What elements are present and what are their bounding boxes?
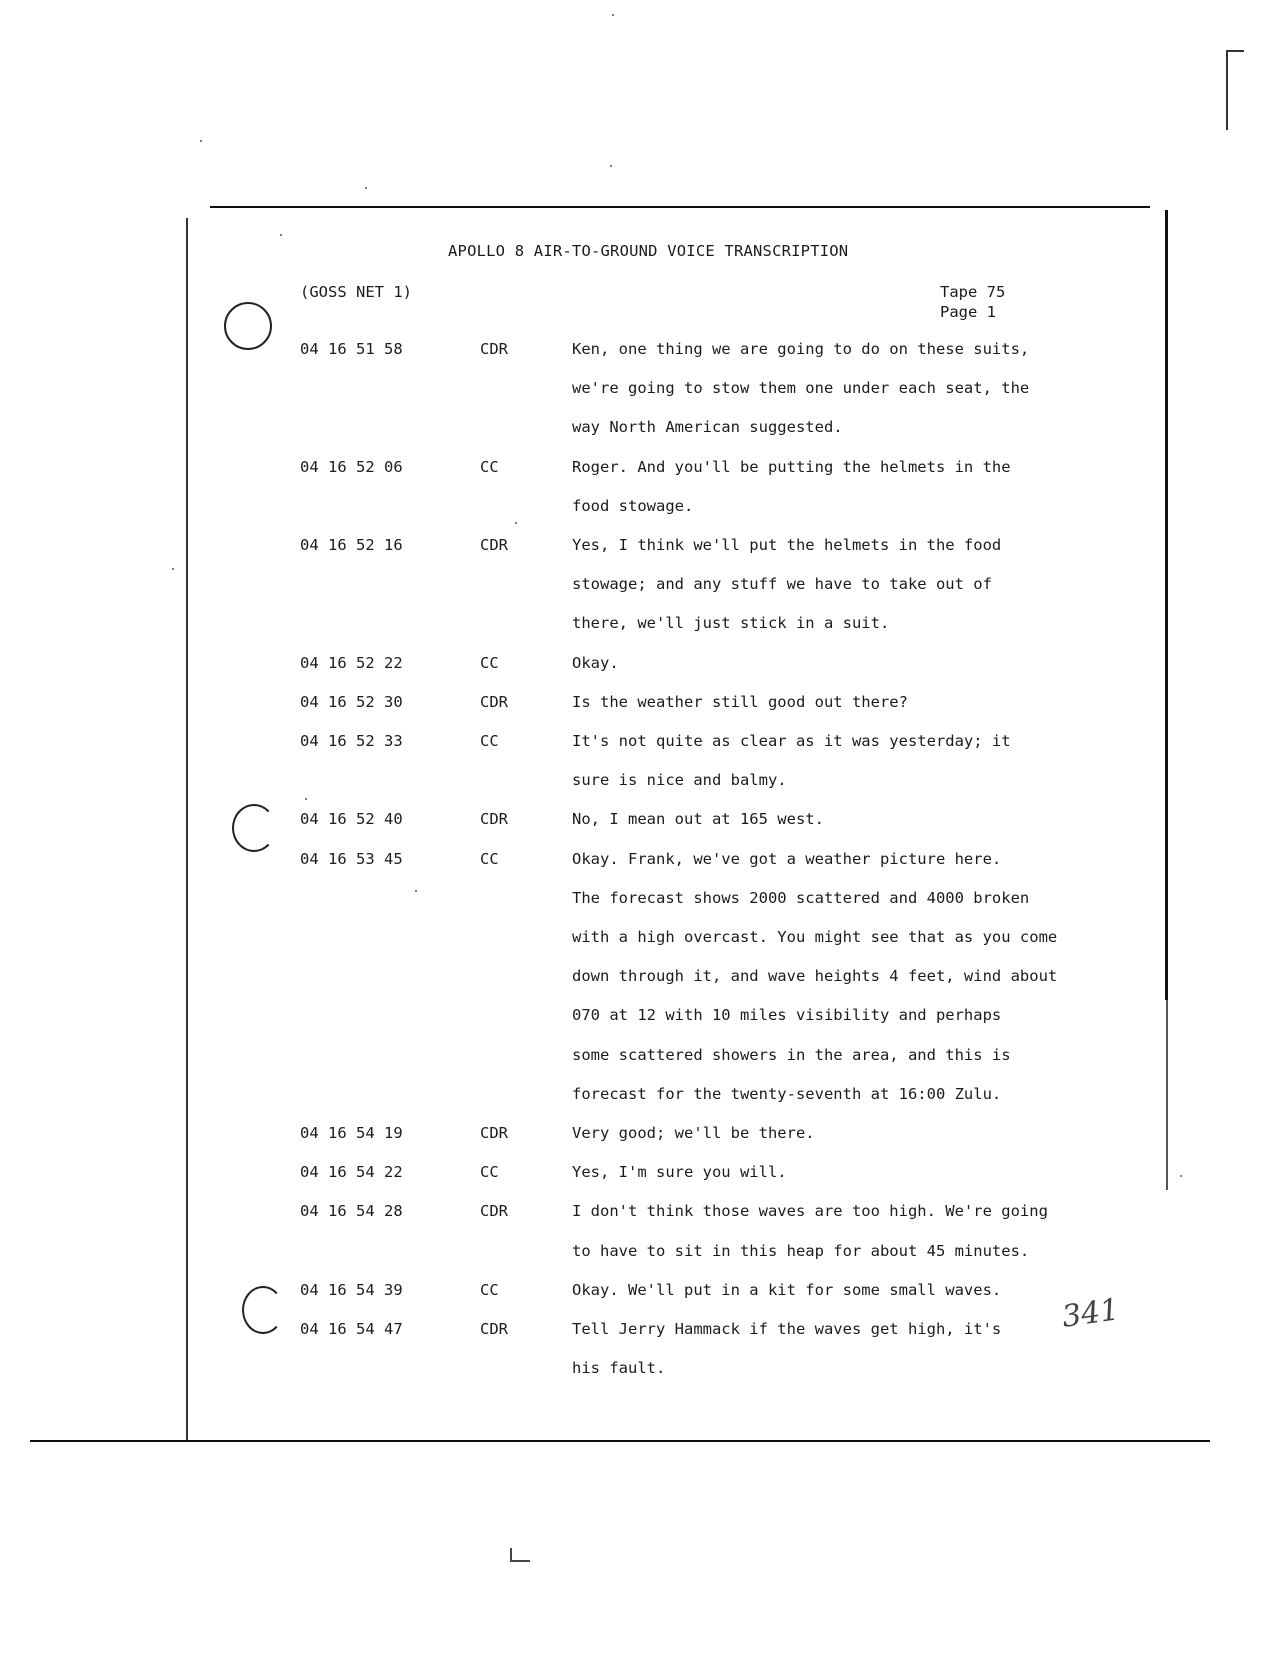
utterance-text: Tell Jerry Hammack if the waves get high, it's: [572, 1320, 1002, 1338]
timestamp: 04 16 54 47: [300, 1320, 403, 1338]
speaker: CC: [480, 732, 499, 750]
scan-speck: [610, 165, 612, 167]
scan-speck: [612, 14, 614, 16]
speaker: CDR: [480, 536, 508, 554]
timestamp: 04 16 54 22: [300, 1163, 403, 1181]
timestamp: 04 16 52 30: [300, 693, 403, 711]
tape-number: Tape 75: [940, 283, 1006, 301]
utterance-text: Is the weather still good out there?: [572, 693, 908, 711]
utterance-text: stowage; and any stuff we have to take out of: [572, 575, 992, 593]
speaker: CDR: [480, 1124, 508, 1142]
bottom-tick: [510, 1560, 530, 1562]
punch-hole-top: [224, 302, 272, 350]
utterance-text: No, I mean out at 165 west.: [572, 810, 824, 828]
utterance-text: 070 at 12 with 10 miles visibility and perhaps: [572, 1006, 1002, 1024]
punch-hole-middle: [232, 804, 276, 852]
utterance-text: way North American suggested.: [572, 418, 843, 436]
speaker: CDR: [480, 810, 508, 828]
timestamp: 04 16 51 58: [300, 340, 403, 358]
speaker: CC: [480, 1163, 499, 1181]
speaker: CDR: [480, 340, 508, 358]
timestamp: 04 16 52 06: [300, 458, 403, 476]
punch-hole-bottom: [242, 1286, 284, 1334]
scan-speck: [365, 187, 367, 189]
handwritten-annotation: 341: [1059, 1292, 1122, 1335]
timestamp: 04 16 52 40: [300, 810, 403, 828]
right-rule-lower: [1166, 1000, 1168, 1190]
speaker: CC: [480, 654, 499, 672]
left-rule: [186, 218, 188, 1440]
scan-speck: [1180, 1175, 1182, 1177]
top-rule: [210, 206, 1150, 208]
corner-mark-top: [1226, 50, 1244, 52]
utterance-text: Very good; we'll be there.: [572, 1124, 815, 1142]
scan-speck: [200, 140, 202, 142]
utterance-text: Ken, one thing we are going to do on these suits,: [572, 340, 1030, 358]
utterance-text: It's not quite as clear as it was yesterday; it: [572, 732, 1011, 750]
net-label: (GOSS NET 1): [300, 283, 412, 301]
speaker: CC: [480, 850, 499, 868]
right-rule: [1165, 210, 1168, 1000]
timestamp: 04 16 52 22: [300, 654, 403, 672]
utterance-text: Okay. Frank, we've got a weather picture here.: [572, 850, 1002, 868]
speaker: CDR: [480, 1320, 508, 1338]
utterance-text: Yes, I think we'll put the helmets in the food: [572, 536, 1002, 554]
utterance-text: forecast for the twenty-seventh at 16:00 Zulu.: [572, 1085, 1002, 1103]
utterance-text: with a high overcast. You might see that as you come: [572, 928, 1058, 946]
utterance-text: Yes, I'm sure you will.: [572, 1163, 787, 1181]
speaker: CDR: [480, 1202, 508, 1220]
scan-speck: [415, 890, 417, 892]
speaker: CC: [480, 458, 499, 476]
utterance-text: down through it, and wave heights 4 feet, wind about: [572, 967, 1058, 985]
utterance-text: Roger. And you'll be putting the helmets in the: [572, 458, 1011, 476]
utterance-text: The forecast shows 2000 scattered and 4000 broken: [572, 889, 1030, 907]
utterance-text: his fault.: [572, 1359, 666, 1377]
timestamp: 04 16 52 33: [300, 732, 403, 750]
utterance-text: sure is nice and balmy.: [572, 771, 787, 789]
speaker: CC: [480, 1281, 499, 1299]
scan-speck: [515, 522, 517, 524]
page-number: Page 1: [940, 303, 996, 321]
bottom-rule: [30, 1440, 1210, 1442]
timestamp: 04 16 52 16: [300, 536, 403, 554]
utterance-text: Okay.: [572, 654, 619, 672]
utterance-text: there, we'll just stick in a suit.: [572, 614, 890, 632]
tape-page-info: [940, 282, 1005, 322]
page-title: APOLLO 8 AIR-TO-GROUND VOICE TRANSCRIPTION: [448, 242, 849, 260]
utterance-text: Okay. We'll put in a kit for some small waves.: [572, 1281, 1002, 1299]
scan-speck: [305, 798, 307, 800]
bottom-tick-vert: [510, 1548, 512, 1562]
speaker: CDR: [480, 693, 508, 711]
timestamp: 04 16 54 19: [300, 1124, 403, 1142]
scan-speck: [280, 234, 282, 236]
corner-mark: [1226, 50, 1228, 130]
timestamp: 04 16 53 45: [300, 850, 403, 868]
scan-speck: [172, 568, 174, 570]
timestamp: 04 16 54 39: [300, 1281, 403, 1299]
utterance-text: some scattered showers in the area, and this is: [572, 1046, 1011, 1064]
timestamp: 04 16 54 28: [300, 1202, 403, 1220]
utterance-text: to have to sit in this heap for about 45 minutes.: [572, 1242, 1030, 1260]
utterance-text: we're going to stow them one under each seat, the: [572, 379, 1030, 397]
utterance-text: food stowage.: [572, 497, 694, 515]
utterance-text: I don't think those waves are too high. We're going: [572, 1202, 1048, 1220]
